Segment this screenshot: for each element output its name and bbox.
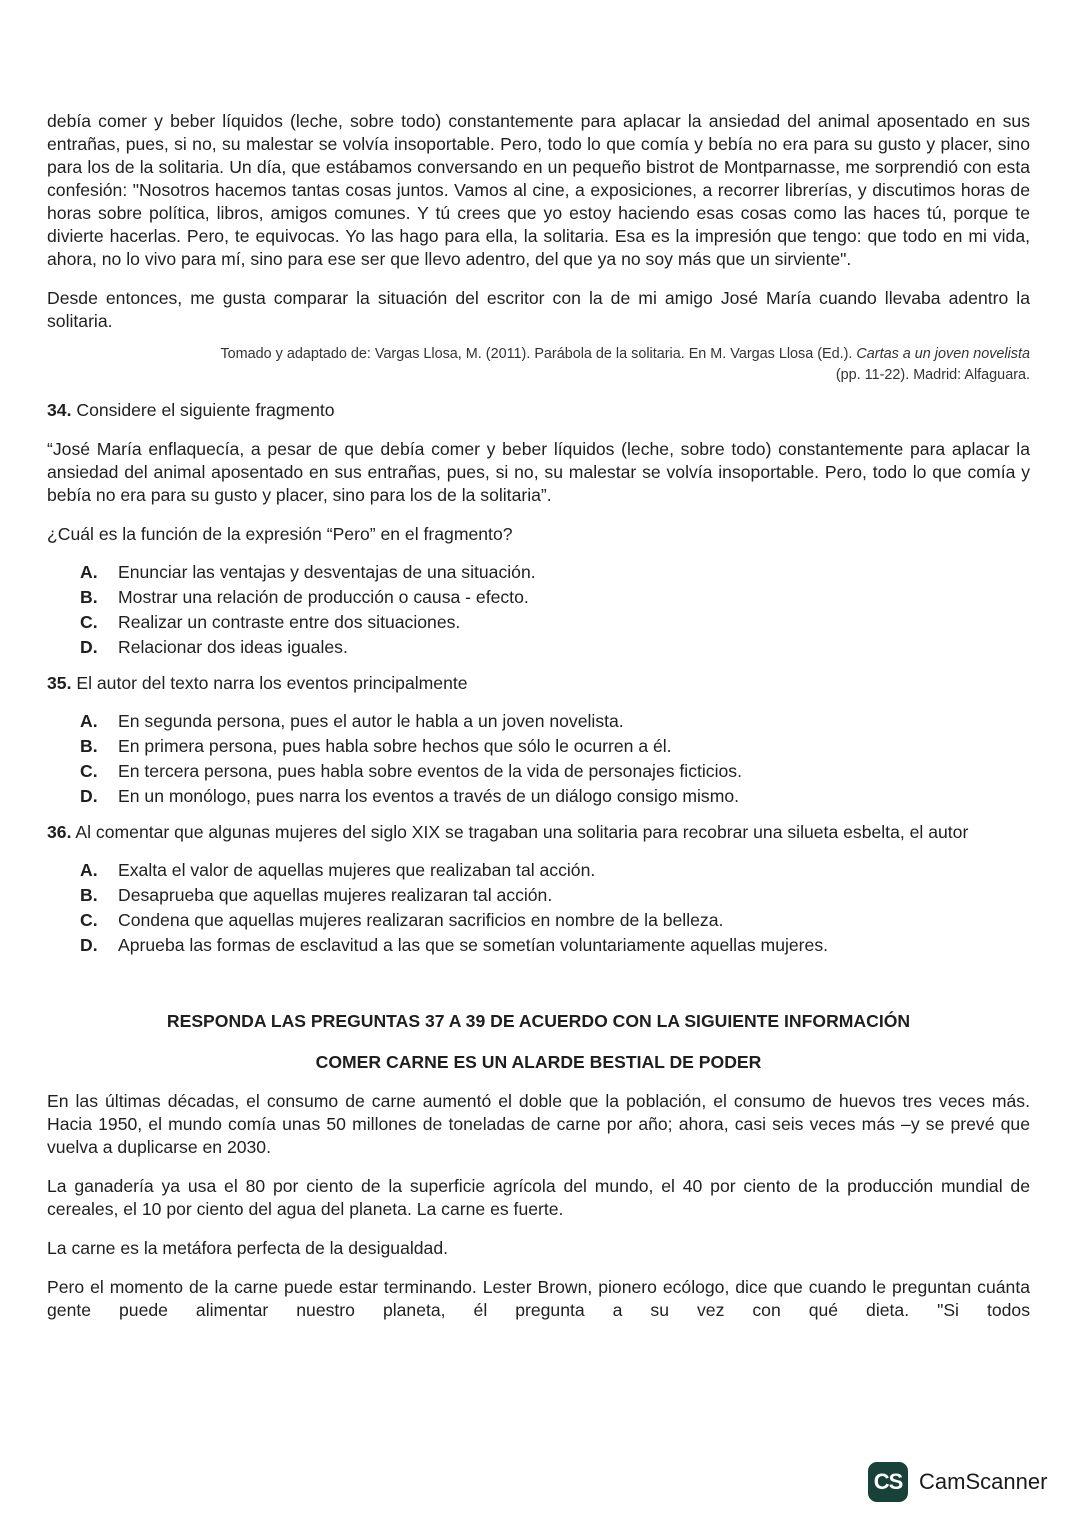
option-letter: B. [80,885,98,905]
answer-option[interactable] [47,759,1030,784]
option-letter: A. [80,711,98,731]
answer-option[interactable] [47,883,1030,908]
option-letter: C. [80,612,98,632]
option-text: En tercera persona, pues habla sobre eventos de la vida de personajes ficticios. [118,761,742,781]
answer-option[interactable] [47,560,1030,585]
option-letter: D. [80,786,98,806]
passage-paragraph: debía comer y beber líquidos (leche, sobre todo) constantemente para aplacar la ansiedad del animal aposentado en sus entrañas, pues, si no, su malestar se volvía insoportable. Pero, todo lo que comía y bebía no era para su gusto y placer, sino para los de la solitaria. Un día, que estábamos conversando en un pequeño bistrot de Montparnasse, me sorprendió con esta confesión: "Nosotros hacemos tantas cosas juntos. Vamos al cine, a exposiciones, a recorrer librerías, y discutimos horas de horas sobre política, libros, amigos comunes. Y tú crees que yo estoy haciendo esas cosas como las haces tú, porque te divierte hacerlas. Pero, te equivocas. Yo las hago para ella, la solitaria. Esa es la impresión que tengo: que todo en mi vida, ahora, no lo vivo para mí, sino para ese ser que llevo adentro, del que ya no soy más que un sirviente". [47,111,1030,269]
option-letter: B. [80,736,98,756]
answer-option[interactable] [47,933,1030,958]
citation [47,344,1030,386]
option-text: En un monólogo, pues narra los eventos a través de un diálogo consigo mismo. [118,786,740,806]
answer-option[interactable] [47,908,1030,933]
article-title: COMER CARNE ES UN ALARDE BESTIAL DE PODER [315,1052,762,1072]
option-text: En segunda persona, pues el autor le habla a un joven novelista. [118,711,624,731]
question-header [47,672,1030,695]
answer-option[interactable] [47,734,1030,759]
option-letter: C. [80,910,98,930]
option-text: En primera persona, pues habla sobre hechos que sólo le ocurren a él. [118,736,672,756]
document-page [47,110,1030,1322]
question-prompt: Al comentar que algunas mujeres del siglo XIX se tragaban una solitaria para recobrar una silueta esbelta, el autor [75,822,969,842]
question-fragment: “José María enflaquecía, a pesar de que debía comer y beber líquidos (leche, sobre todo) constantemente para aplacar la ansiedad del animal aposentado en sus entrañas, pues, si no, su malestar se volvía insoportable. Pero, todo lo que comía y bebía no era para su gusto y placer, sino para los de la solitaria”. [47,439,1030,505]
question-header [47,821,1030,844]
question-36 [47,821,1030,958]
answer-option[interactable] [47,610,1030,635]
question-prompt: El autor del texto narra los eventos principalmente [76,673,468,693]
option-text: Relacionar dos ideas iguales. [118,637,348,657]
question-number: 34. [47,400,72,420]
article-paragraph: Pero el momento de la carne puede estar terminando. Lester Brown, pionero ecólogo, dice que cuando le preguntan cuánta gente puede alimentar nuestro planeta, él pregunta a su vez con qué dieta. "Si todos [47,1277,1030,1320]
camscanner-logo-icon: CS [868,1462,908,1502]
citation-source: Tomado y adaptado de: Vargas Llosa, M. (2011). Parábola de la solitaria. En M. Vargas Llosa (Ed.). [220,346,857,362]
question-35 [47,672,1030,809]
camscanner-watermark [868,1462,1047,1502]
question-number: 36. [47,822,72,842]
option-letter: A. [80,860,98,880]
answer-options [47,858,1030,958]
answer-option[interactable] [47,635,1030,660]
option-letter: C. [80,761,98,781]
section-instruction: RESPONDA LAS PREGUNTAS 37 A 39 DE ACUERDO CON LA SIGUIENTE INFORMACIÓN [166,1011,911,1031]
option-text: Exalta el valor de aquellas mujeres que realizaban tal acción. [118,860,596,880]
option-text: Condena que aquellas mujeres realizaran sacrificios en nombre de la belleza. [118,910,724,930]
question-header [47,399,1030,422]
option-text: Mostrar una relación de producción o causa - efecto. [118,587,529,607]
option-text: Desaprueba que aquellas mujeres realizaran tal acción. [118,885,553,905]
option-text: Aprueba las formas de esclavitud a las que se sometían voluntariamente aquellas mujeres. [118,935,829,955]
question-34 [47,399,1030,660]
question-number: 35. [47,673,72,693]
option-letter: D. [80,935,98,955]
answer-option[interactable] [47,858,1030,883]
citation-book-title: Cartas a un joven novelista [856,346,1030,362]
option-letter: D. [80,637,98,657]
option-letter: A. [80,562,98,582]
answer-options [47,709,1030,809]
answer-options [47,560,1030,660]
camscanner-label: CamScanner [919,1469,1048,1494]
article-paragraph: La ganadería ya usa el 80 por ciento de la superficie agrícola del mundo, el 40 por ciento de la producción mundial de cereales, el 10 por ciento del agua del planeta. La carne es fuerte. [47,1176,1030,1219]
citation-pages: (pp. 11-22). Madrid: Alfaguara. [835,367,1030,383]
question-text: ¿Cuál es la función de la expresión “Pero” en el fragmento? [47,524,513,544]
article-paragraph: En las últimas décadas, el consumo de carne aumentó el doble que la población, el consumo de huevos tres veces más. Hacia 1950, el mundo comía unas 50 millones de toneladas de carne por año; ahora, casi seis veces más –y se prevé que vuelva a duplicarse en 2030. [47,1091,1030,1157]
answer-option[interactable] [47,784,1030,809]
answer-option[interactable] [47,585,1030,610]
passage-paragraph: Desde entonces, me gusta comparar la situación del escritor con la de mi amigo José María cuando llevaba adentro la solitaria. [47,288,1030,331]
option-letter: B. [80,587,98,607]
article-paragraph: La carne es la metáfora perfecta de la desigualdad. [47,1238,449,1258]
option-text: Realizar un contraste entre dos situaciones. [118,612,461,632]
question-prompt: Considere el siguiente fragmento [76,400,335,420]
option-text: Enunciar las ventajas y desventajas de una situación. [118,562,536,582]
answer-option[interactable] [47,709,1030,734]
